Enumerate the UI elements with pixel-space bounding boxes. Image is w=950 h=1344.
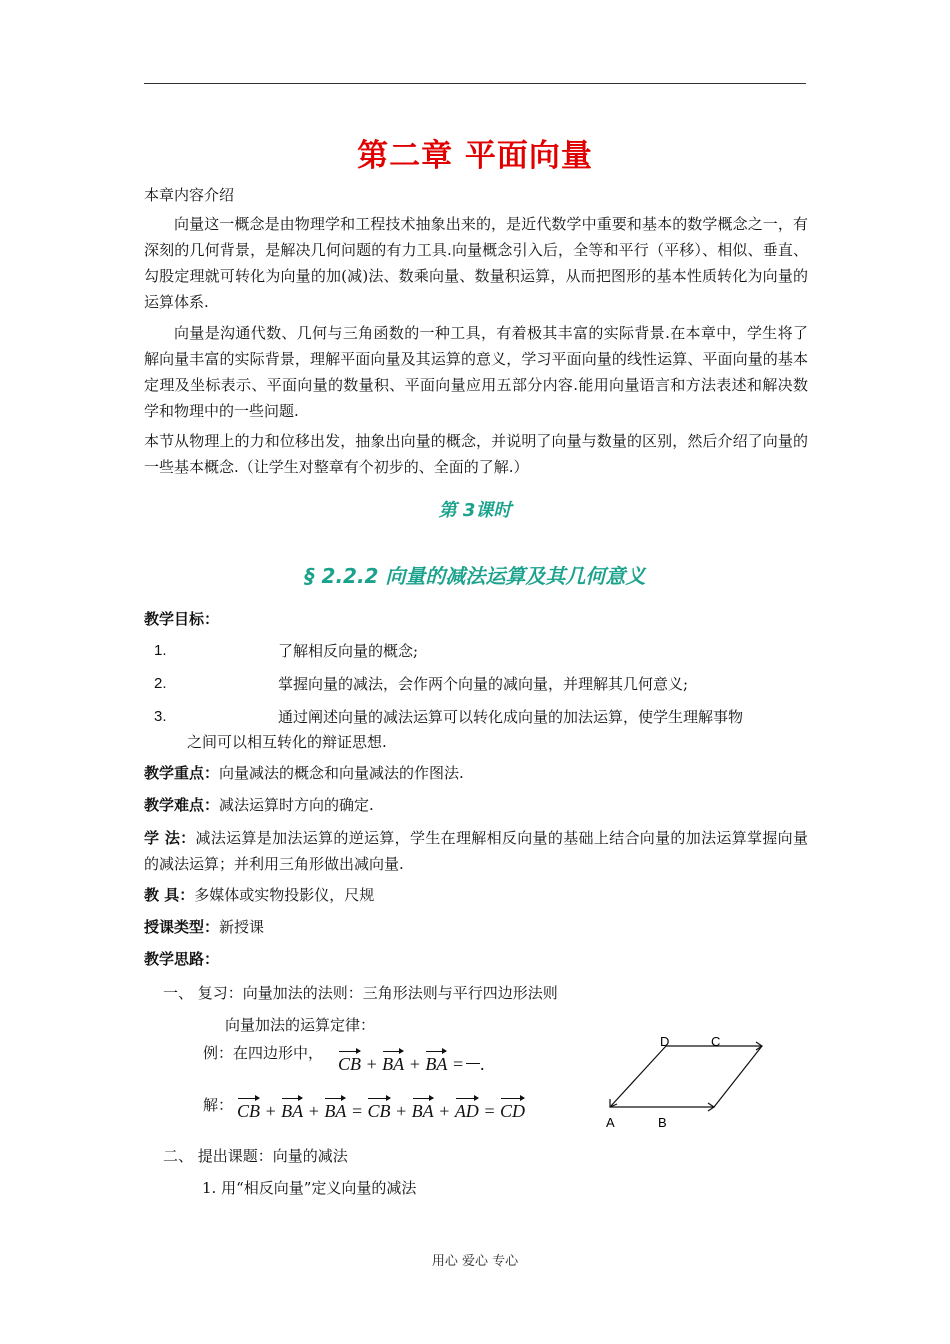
solution-expression [237, 1101, 525, 1122]
addition-law-label: 向量加法的运算定律： [225, 1016, 376, 1034]
method-text: 减法运算是加法运算的逆运算，学生在理解相反向量的基础上结合向量的加法运算掌握向量的减法运算；并利用三角形做出减向量. [144, 829, 808, 873]
tools-label: 教 具： [144, 886, 195, 904]
equals-sign: = [483, 1101, 496, 1121]
vector-ba: BA [324, 1101, 347, 1121]
topic-item-1: 1. 用“相反向量”定义向量的减法 [202, 1179, 417, 1197]
topic-line: 二、 提出课题：向量的减法 [163, 1147, 348, 1165]
vector-ba: BA [382, 1054, 405, 1074]
example-expression: CB + BA + BA = . [338, 1054, 485, 1074]
lesson-heading: 第 3课时 [438, 500, 512, 521]
goals-label: 教学目标： [144, 610, 220, 628]
vector-ba: BA [425, 1054, 448, 1074]
plus-sign: + [264, 1101, 277, 1121]
teaching-idea-label: 教学思路： [144, 950, 220, 968]
key-label: 教学重点： [144, 764, 220, 782]
plus-sign: + [307, 1101, 320, 1121]
label-b: B [658, 1115, 667, 1130]
vector-cd: CD [499, 1101, 525, 1121]
vector-cb: CB [237, 1101, 261, 1121]
type-label: 授课类型： [144, 918, 220, 936]
goal-number-3: 3. [154, 708, 167, 725]
vector-ad: AD [454, 1101, 479, 1121]
plus-sign: + [408, 1054, 421, 1074]
solution-label: 解： [203, 1096, 234, 1114]
plus-sign: + [438, 1101, 451, 1121]
equals-sign: = [350, 1101, 363, 1121]
vector-cb: CB [338, 1054, 362, 1074]
plus-sign: + [395, 1101, 408, 1121]
tools-text: 多媒体或实物投影仪，尺规 [194, 886, 375, 904]
plus-sign: + [365, 1054, 378, 1074]
goal-number-1: 1. [154, 642, 167, 659]
goal-text-3: 通过阐述向量的减法运算可以转化成向量的加法运算，使学生理解事物 [278, 708, 744, 726]
side-ad [610, 1046, 666, 1107]
goal-text-2: 掌握向量的减法，会作两个向量的减向量，并理解其几何意义; [278, 675, 689, 693]
key-text: 向量减法的概念和向量减法的作图法. [219, 764, 464, 782]
parallelogram-figure [596, 1028, 776, 1136]
answer-blank [466, 1063, 480, 1064]
type-text: 新授课 [219, 918, 265, 936]
learning-method [144, 825, 808, 877]
vector-ba: BA [281, 1101, 304, 1121]
intro-paragraph-1: 向量这一概念是由物理学和工程技术抽象出来的，是近代数学中重要和基本的数学概念之一，有深刻的几何背景，是解决几何问题的有力工具.向量概念引入后，全等和平行（平移）、相似、垂直、勾股定理就可转化为向量的加(减)法、数乘向量、数量积运算，从而把图形的基本性质转化为向量的运算体系. [144, 215, 808, 311]
vector-cb: CB [367, 1101, 391, 1121]
section-heading: § 2.2.2 向量的减法运算及其几何意义 [304, 564, 646, 588]
header-rule [144, 83, 806, 84]
review-line: 一、 复习：向量加法的法则：三角形法则与平行四边形法则 [163, 984, 558, 1002]
difficulties [144, 792, 808, 818]
key-points [144, 760, 808, 786]
page-footer: 用心 爱心 专心 [431, 1254, 519, 1269]
goal-text-3-continued: 之间可以相互转化的辩证思想. [187, 733, 387, 751]
goal-text-1: 了解相反向量的概念; [278, 642, 419, 660]
equals-sign: = [451, 1054, 464, 1074]
vector-ba: BA [411, 1101, 434, 1121]
label-d: D [660, 1034, 670, 1049]
label-a: A [606, 1115, 615, 1130]
goal-number-2: 2. [154, 675, 167, 692]
label-c: C [711, 1034, 721, 1049]
intro-paragraph-3: 本节从物理上的力和位移出发，抽象出向量的概念，并说明了向量与数量的区别，然后介绍了向量的一些基本概念.（让学生对整章有个初步的、全面的了解.） [144, 432, 808, 476]
intro-paragraph-2: 向量是沟通代数、几何与三角函数的一种工具，有着极其丰富的实际背景.在本章中，学生将了解向量丰富的实际背景，理解平面向量及其运算的意义，学习平面向量的线性运算、平面向量的基本定理及坐标表示、平面向量的数量积、平面向量应用五部分内容.能用向量语言和方法表述和解决数学和物理中的一些问题. [144, 324, 808, 420]
difficulty-label: 教学难点： [144, 796, 220, 814]
intro-heading: 本章内容介绍 [144, 186, 235, 204]
lesson-type [144, 914, 808, 940]
difficulty-text: 减法运算时方向的确定. [219, 796, 374, 814]
side-cb [714, 1046, 762, 1107]
chapter-title: 第二章 平面向量 [357, 138, 593, 174]
teaching-tools [144, 882, 808, 908]
method-label: 学 法： [144, 829, 196, 847]
example-label: 例：在四边形中， [203, 1044, 324, 1062]
